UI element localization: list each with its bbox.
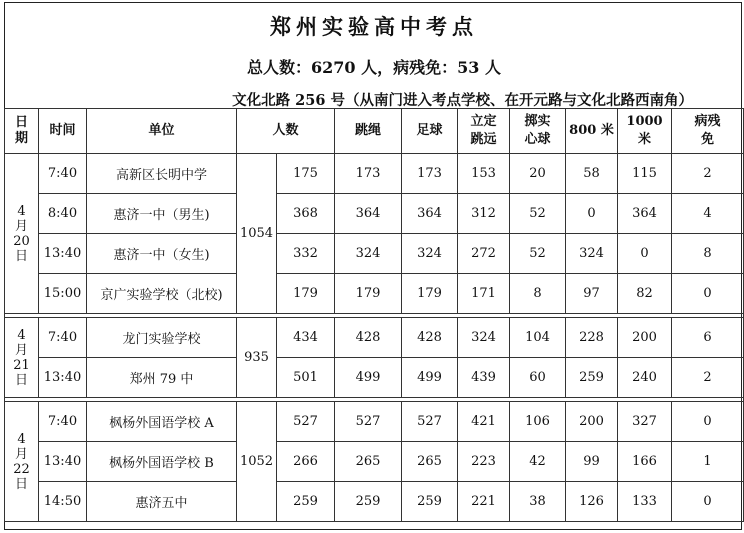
unit-cell: 高新区长明中学: [87, 154, 237, 194]
football-cell: 265: [402, 442, 458, 482]
header-1000m: 1000 米: [618, 109, 672, 154]
time-cell: 15:00: [39, 274, 87, 314]
jump-cell: 221: [458, 482, 510, 522]
exempt-cell: 2: [672, 358, 744, 398]
date-part: 22: [13, 461, 30, 477]
m1000-cell: 115: [618, 154, 672, 194]
exempt-cell: 6: [672, 318, 744, 358]
time-cell: 13:40: [39, 358, 87, 398]
m800-cell: 0: [566, 194, 618, 234]
date-cell: [5, 402, 39, 522]
time-cell: 14:50: [39, 482, 87, 522]
m800-cell: 259: [566, 358, 618, 398]
unit-cell: 枫杨外国语学校 A: [87, 402, 237, 442]
football-cell: 173: [402, 154, 458, 194]
date-part: 4: [17, 327, 26, 343]
jump-cell: 171: [458, 274, 510, 314]
ball-cell: 106: [510, 402, 566, 442]
page-title: 郑州实验高中考点: [270, 14, 478, 39]
rope-cell: 324: [335, 234, 402, 274]
table-row: [5, 358, 744, 398]
jump-cell: 421: [458, 402, 510, 442]
date-part: 月: [14, 342, 28, 358]
ball-cell: 8: [510, 274, 566, 314]
header-date: 日期: [5, 109, 39, 154]
ball-cell: 60: [510, 358, 566, 398]
jump-cell: 272: [458, 234, 510, 274]
header-exempt: 病残免: [672, 109, 744, 154]
unit-cell: 枫杨外国语学校 B: [87, 442, 237, 482]
time-cell: 7:40: [39, 318, 87, 358]
table-row: [5, 154, 744, 194]
football-cell: 428: [402, 318, 458, 358]
exempt-cell: 4: [672, 194, 744, 234]
date-part: 4: [17, 431, 26, 447]
schedule-body: [5, 154, 744, 522]
header-rope: 跳绳: [335, 109, 402, 154]
m1000-cell: 0: [618, 234, 672, 274]
m800-cell: 324: [566, 234, 618, 274]
ball-cell: 42: [510, 442, 566, 482]
jump-cell: 153: [458, 154, 510, 194]
header-football: 足球: [402, 109, 458, 154]
date-cell: [5, 318, 39, 398]
unit-cell: 惠济五中: [87, 482, 237, 522]
count-cell: 434: [277, 318, 335, 358]
rope-cell: 499: [335, 358, 402, 398]
m1000-cell: 327: [618, 402, 672, 442]
rope-cell: 527: [335, 402, 402, 442]
m800-cell: 228: [566, 318, 618, 358]
football-cell: 259: [402, 482, 458, 522]
m800-cell: 99: [566, 442, 618, 482]
date-part: 月: [14, 446, 28, 462]
table-row: [5, 318, 744, 358]
football-cell: 364: [402, 194, 458, 234]
location-line: 文化北路 256 号（从南门进入考点学校、在开元路与文化北路西南角）: [232, 92, 693, 109]
date-part: 月: [14, 218, 28, 234]
rope-cell: 428: [335, 318, 402, 358]
table-row: [5, 402, 744, 442]
m800-cell: 200: [566, 402, 618, 442]
table-row: [5, 482, 744, 522]
count-cell: 179: [277, 274, 335, 314]
time-cell: 7:40: [39, 402, 87, 442]
group-total-cell: 1052: [237, 402, 277, 522]
date-part: 日: [14, 248, 28, 264]
m1000-cell: 240: [618, 358, 672, 398]
header-800m: 800 米: [566, 109, 618, 154]
count-cell: 501: [277, 358, 335, 398]
exempt-cell: 2: [672, 154, 744, 194]
m1000-cell: 82: [618, 274, 672, 314]
table-row: [5, 442, 744, 482]
football-cell: 324: [402, 234, 458, 274]
date-cell: [5, 154, 39, 314]
rope-cell: 179: [335, 274, 402, 314]
m800-cell: 97: [566, 274, 618, 314]
time-cell: 13:40: [39, 442, 87, 482]
m1000-cell: 133: [618, 482, 672, 522]
header-row: [5, 109, 744, 154]
count-cell: 527: [277, 402, 335, 442]
table-row: [5, 234, 744, 274]
date-part: 20: [13, 233, 30, 249]
group-total-cell: 1054: [237, 154, 277, 314]
date-part: 4: [17, 203, 26, 219]
ball-cell: 38: [510, 482, 566, 522]
rope-cell: 364: [335, 194, 402, 234]
count-cell: 175: [277, 154, 335, 194]
schedule-table: [4, 108, 744, 522]
jump-cell: 324: [458, 318, 510, 358]
summary-line: 总人数：6270 人，病残免：53 人: [247, 58, 501, 77]
header-count: 人数: [237, 109, 335, 154]
unit-cell: 惠济一中（女生): [87, 234, 237, 274]
m800-cell: 58: [566, 154, 618, 194]
football-cell: 499: [402, 358, 458, 398]
exempt-cell: 0: [672, 402, 744, 442]
rope-cell: 265: [335, 442, 402, 482]
date-part: 日: [14, 372, 28, 388]
header-unit: 单位: [87, 109, 237, 154]
m1000-cell: 200: [618, 318, 672, 358]
ball-cell: 52: [510, 234, 566, 274]
m800-cell: 126: [566, 482, 618, 522]
jump-cell: 439: [458, 358, 510, 398]
time-cell: 13:40: [39, 234, 87, 274]
football-cell: 179: [402, 274, 458, 314]
date-part: 日: [14, 476, 28, 492]
unit-cell: 京广实验学校（北校): [87, 274, 237, 314]
jump-cell: 312: [458, 194, 510, 234]
ball-cell: 52: [510, 194, 566, 234]
time-cell: 7:40: [39, 154, 87, 194]
table-row: [5, 194, 744, 234]
count-cell: 259: [277, 482, 335, 522]
header-jump: 立定跳远: [458, 109, 510, 154]
exempt-cell: 0: [672, 482, 744, 522]
header-ball: 掷实心球: [510, 109, 566, 154]
count-cell: 332: [277, 234, 335, 274]
unit-cell: 惠济一中（男生): [87, 194, 237, 234]
rope-cell: 259: [335, 482, 402, 522]
time-cell: 8:40: [39, 194, 87, 234]
group-total-cell: 935: [237, 318, 277, 398]
unit-cell: 龙门实验学校: [87, 318, 237, 358]
ball-cell: 20: [510, 154, 566, 194]
date-part: 21: [13, 357, 30, 373]
m1000-cell: 166: [618, 442, 672, 482]
count-cell: 266: [277, 442, 335, 482]
jump-cell: 223: [458, 442, 510, 482]
exempt-cell: 8: [672, 234, 744, 274]
ball-cell: 104: [510, 318, 566, 358]
unit-cell: 郑州 79 中: [87, 358, 237, 398]
header-time: 时间: [39, 109, 87, 154]
football-cell: 527: [402, 402, 458, 442]
count-cell: 368: [277, 194, 335, 234]
exempt-cell: 1: [672, 442, 744, 482]
rope-cell: 173: [335, 154, 402, 194]
table-row: [5, 274, 744, 314]
m1000-cell: 364: [618, 194, 672, 234]
exempt-cell: 0: [672, 274, 744, 314]
